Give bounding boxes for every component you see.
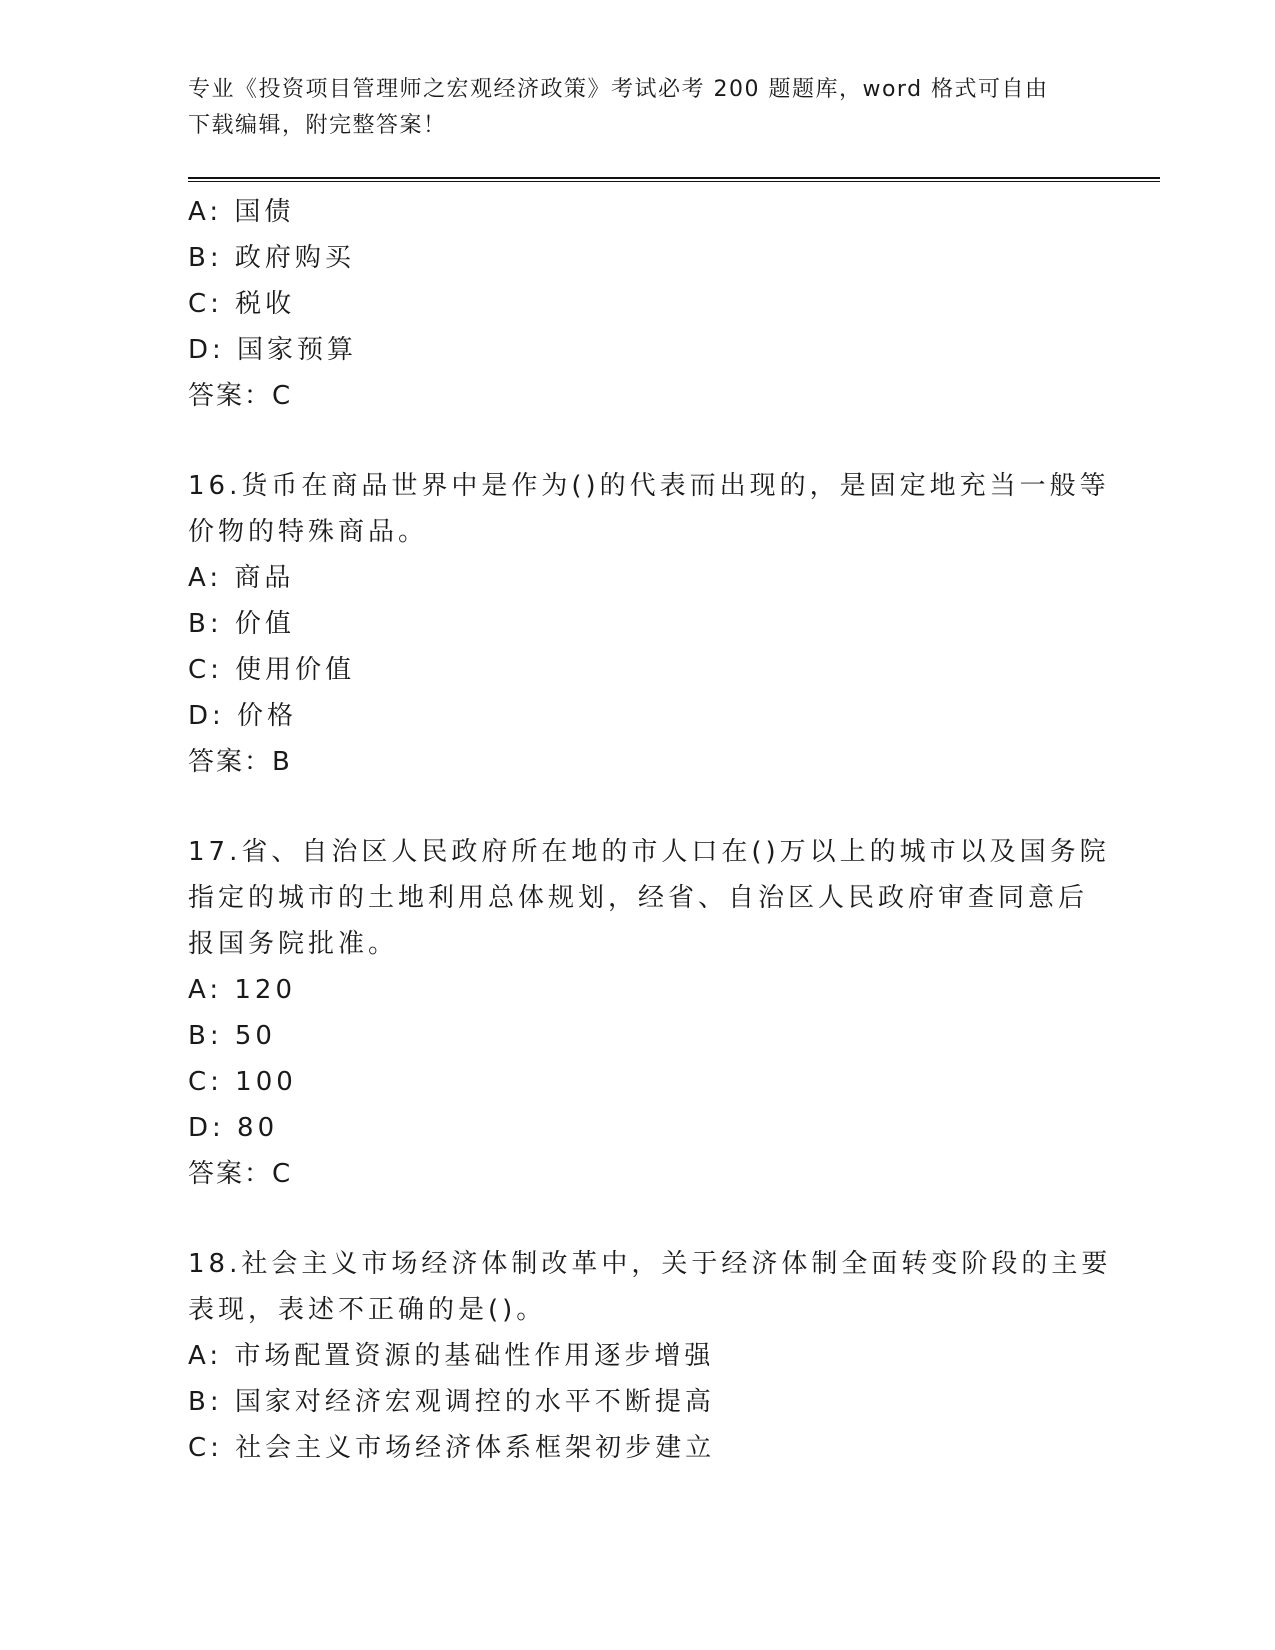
answer-line: 答案：B [188,747,292,777]
option-d: D: 80 [188,1113,279,1143]
option-a: A: 市场配置资源的基础性作用逐步增强 [188,1341,715,1371]
question-text: 报国务院批准。 [188,929,399,959]
option-a: A: 商品 [188,563,295,593]
question-18 [188,1241,1112,1471]
question-text: 18.社会主义市场经济体制改革中，关于经济体制全面转变阶段的主要 [188,1249,1112,1279]
option-b: B: 政府购买 [188,243,355,273]
option-a: A: 120 [188,975,296,1005]
option-b: B: 价值 [188,609,295,639]
question-gap [188,785,1088,829]
option-d: D: 价格 [188,701,298,731]
header-line-2: 下载编辑，附完整答案！ [188,113,447,138]
question-17 [188,829,1110,1197]
option-c: C: 100 [188,1067,297,1097]
header-line-1: 专业《投资项目管理师之宏观经济政策》考试必考 200 题题库，word 格式可自由 [188,77,1049,102]
question-text: 17.省、自治区人民政府所在地的市人口在()万以上的城市以及国务院 [188,837,1110,867]
option-c: C: 使用价值 [188,655,356,685]
header-divider-thin [188,181,1160,182]
question-list [188,189,1112,1471]
option-b: B: 50 [188,1021,276,1051]
option-c: C: 社会主义市场经济体系框架初步建立 [188,1433,716,1463]
header-divider-thick [188,177,1160,179]
answer-line: 答案：C [188,1159,293,1189]
option-b: B: 国家对经济宏观调控的水平不断提高 [188,1387,715,1417]
question-gap [188,1197,1088,1241]
option-a: A: 国债 [188,197,295,227]
question-15 [188,189,1088,419]
question-text: 指定的城市的土地利用总体规划，经省、自治区人民政府审查同意后 [188,883,1089,913]
option-c: C: 税收 [188,289,296,319]
question-16 [188,463,1110,785]
question-text: 表现，表述不正确的是()。 [188,1295,547,1325]
question-text: 价物的特殊商品。 [188,517,429,547]
document-header [188,72,1078,144]
answer-line: 答案：C [188,381,293,411]
question-text: 16.货币在商品世界中是作为()的代表而出现的，是固定地充当一般等 [188,471,1110,501]
question-gap [188,419,1088,463]
option-d: D: 国家预算 [188,335,358,365]
